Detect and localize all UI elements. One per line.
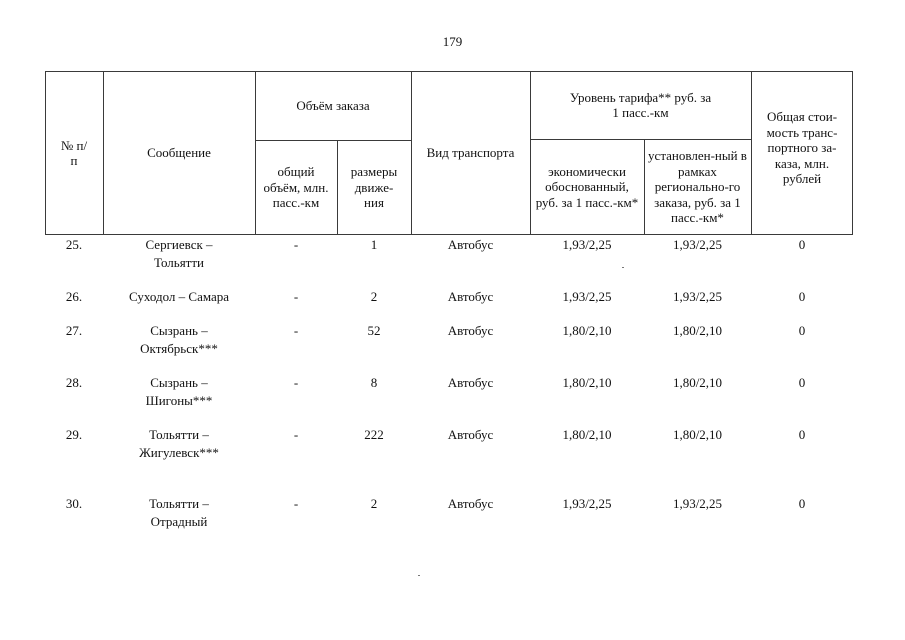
tariff-set: 1,93/2,25: [672, 289, 723, 304]
order-volume: -: [293, 375, 299, 390]
transport-type: Автобус: [447, 496, 494, 511]
tariff-economic: 1,80/2,10: [562, 427, 612, 442]
total-cost: 0: [798, 496, 806, 511]
route-line: Октябрьск***: [140, 341, 218, 356]
route-line: Сызрань –: [150, 375, 208, 390]
order-volume: -: [293, 496, 299, 511]
row-number: 30.: [65, 496, 83, 511]
header-tariff-group: Уровень тарифа** руб. за 1 пасс.-км: [569, 89, 712, 120]
table-row: [0, 374, 905, 414]
tariff-set: 1,93/2,25: [672, 237, 723, 252]
header-tariff-economic: экономически обоснованный, руб. за 1 пасс.-км*: [535, 163, 639, 210]
route-line: Отрадный: [150, 514, 208, 529]
tariff-set: 1,80/2,10: [672, 375, 723, 390]
tariff-set: 1,80/2,10: [672, 427, 723, 442]
total-cost: 0: [798, 237, 806, 252]
row-number: 27.: [65, 323, 83, 338]
order-volume: -: [293, 237, 299, 252]
scan-speck: [622, 267, 624, 268]
traffic-size: 1: [370, 237, 378, 252]
route-line: Тольятти –: [149, 427, 209, 442]
table-row: [0, 322, 905, 362]
row-number: 25.: [65, 237, 83, 252]
route-name: [103, 322, 255, 358]
route-line: Тольятти –: [149, 496, 209, 511]
route-name: [103, 236, 255, 272]
tariff-economic: 1,80/2,10: [562, 323, 612, 338]
order-volume: -: [293, 289, 299, 304]
header-num: № п/п: [60, 137, 88, 168]
route-line: Суходол – Самара: [128, 289, 230, 304]
traffic-size: 52: [367, 323, 381, 338]
total-cost: 0: [798, 323, 806, 338]
transport-type: Автобус: [447, 375, 494, 390]
route-name: [103, 426, 255, 462]
header-order-volume-group: Объём заказа: [296, 97, 370, 113]
header-total-cost: Общая стои-мость транс-портного за-каза, млн. рублей: [766, 109, 838, 186]
row-number: 26.: [65, 289, 83, 304]
route-line: Шигоны***: [145, 393, 213, 408]
table-row: [0, 495, 905, 535]
header-order-traffic-size: размеры движе-ния: [350, 164, 398, 211]
total-cost: 0: [798, 375, 806, 390]
row-number: 29.: [65, 427, 83, 442]
header-tariff-set: установлен-ный в рамках регионально-го заказа, руб. за 1 пасс.-км*: [648, 148, 747, 226]
total-cost: 0: [798, 427, 806, 442]
route-line: Сызрань –: [150, 323, 208, 338]
route-name: [103, 495, 255, 531]
header-order-volume-total: общий объём, млн. пасс.-км: [263, 164, 329, 211]
tariff-economic: 1,93/2,25: [562, 289, 612, 304]
order-volume: -: [293, 323, 299, 338]
transport-type: Автобус: [447, 237, 494, 252]
table-row: [0, 426, 905, 466]
traffic-size: 2: [370, 496, 378, 511]
route-line: Жигулевск***: [139, 445, 219, 460]
row-number: 28.: [65, 375, 83, 390]
route-name: [103, 288, 255, 306]
total-cost: 0: [798, 289, 806, 304]
route-line: Сергиевск –: [145, 237, 213, 252]
page-number: 179: [442, 34, 463, 49]
tariff-economic: 1,80/2,10: [562, 375, 612, 390]
transport-type: Автобус: [447, 289, 494, 304]
tariff-set: 1,93/2,25: [672, 496, 723, 511]
route-name: [103, 374, 255, 410]
tariff-economic: 1,93/2,25: [562, 496, 612, 511]
header-transport-type: Вид транспорта: [426, 145, 515, 161]
traffic-size: 222: [364, 427, 384, 442]
tariff-economic: 1,93/2,25: [562, 237, 612, 252]
transport-type: Автобус: [447, 427, 494, 442]
order-volume: -: [293, 427, 299, 442]
route-line: Тольятти: [153, 255, 204, 270]
scan-speck: [418, 575, 420, 576]
traffic-size: 8: [370, 375, 378, 390]
header-route: Сообщение: [147, 145, 211, 161]
transport-type: Автобус: [447, 323, 494, 338]
tariff-set: 1,80/2,10: [672, 323, 723, 338]
table-row: [0, 236, 905, 276]
traffic-size: 2: [370, 289, 378, 304]
